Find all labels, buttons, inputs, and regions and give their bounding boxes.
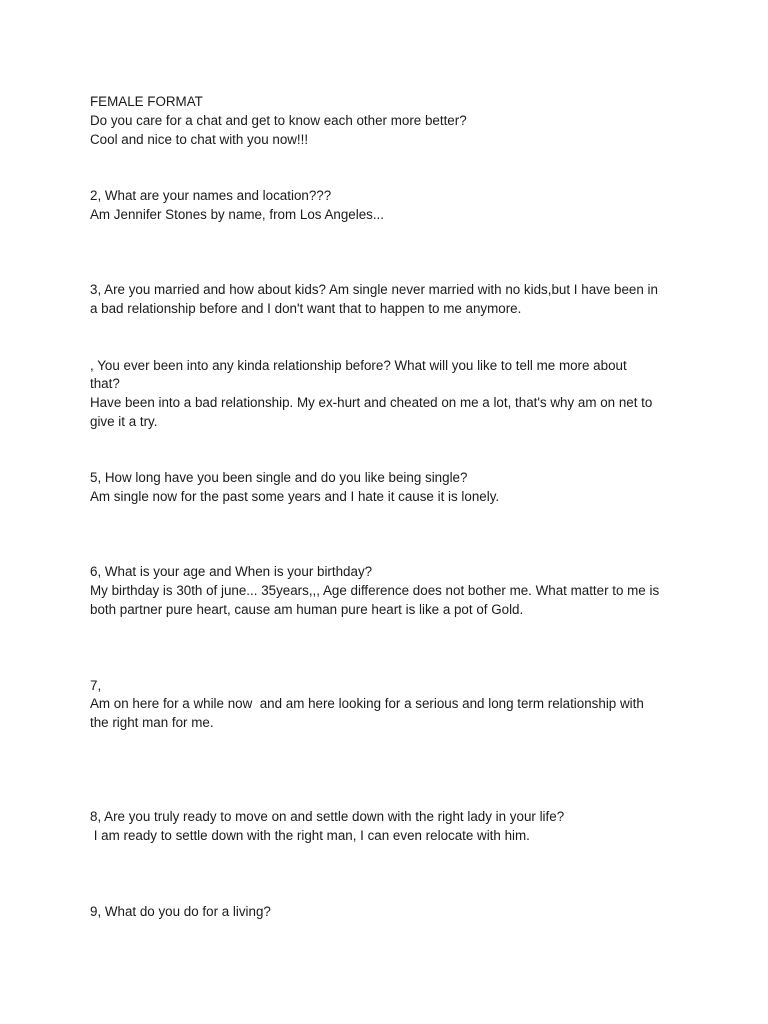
- answer-line: My birthday is 30th of june... 35years,,, Age difference does not bother me. What matter to me is: [90, 583, 660, 598]
- text-line: Cool and nice to chat with you now!!!: [90, 132, 309, 147]
- answer-line: Am Jennifer Stones by name, from Los Angeles...: [90, 207, 384, 222]
- answer-line: a bad relationship before and I don't want that to happen to me anymore.: [90, 301, 522, 316]
- question-line: , You ever been into any kinda relationship before? What will you like to tell me more about: [90, 358, 627, 373]
- question-line: 8, Are you truly ready to move on and settle down with the right lady in your life?: [90, 809, 565, 824]
- question-line: 5, How long have you been single and do you like being single?: [90, 470, 468, 485]
- question-line: 9, What do you do for a living?: [90, 904, 271, 919]
- answer-line: Have been into a bad relationship. My ex-hurt and cheated on me a lot, that's why am on net to: [90, 395, 653, 410]
- question-line: 3, Are you married and how about kids? Am single never married with no kids,but I have been in: [90, 282, 658, 297]
- question-line: 6, What is your age and When is your birthday?: [90, 564, 373, 579]
- text-line: Do you care for a chat and get to know each other more better?: [90, 113, 467, 128]
- question-line: that?: [90, 376, 120, 391]
- document-title: FEMALE FORMAT: [90, 94, 203, 109]
- answer-line: Am on here for a while now and am here looking for a serious and long term relationship with: [90, 696, 644, 711]
- answer-line: Am single now for the past some years and I hate it cause it is lonely.: [90, 489, 500, 504]
- question-line: 7,: [90, 678, 102, 693]
- answer-line: I am ready to settle down with the right man, I can even relocate with him.: [90, 828, 530, 843]
- question-line: 2, What are your names and location???: [90, 188, 332, 203]
- answer-line: the right man for me.: [90, 715, 214, 730]
- answer-line: give it a try.: [90, 414, 158, 429]
- answer-line: both partner pure heart, cause am human pure heart is like a pot of Gold.: [90, 602, 524, 617]
